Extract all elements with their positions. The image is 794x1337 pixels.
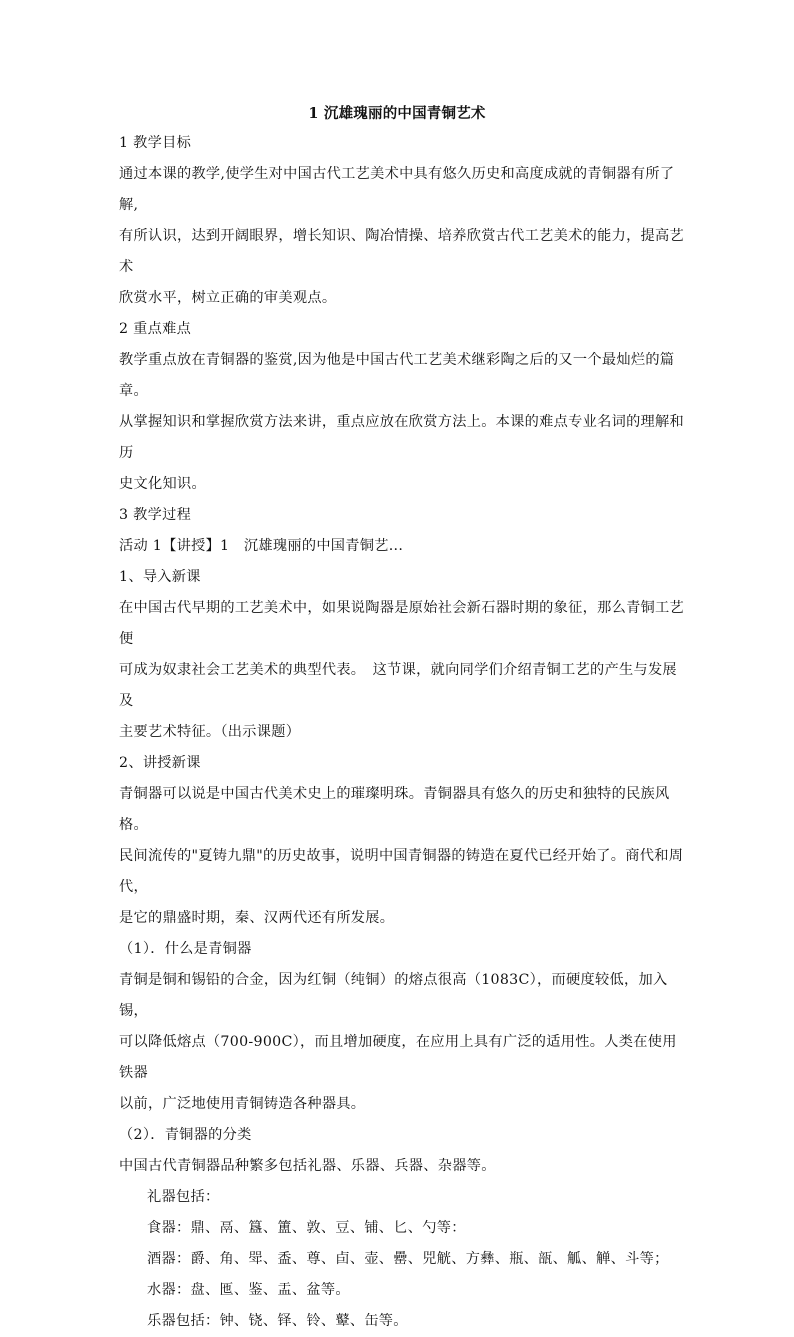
indented-list-line: 乐器包括：钟、铙、铎、铃、鼙、缶等。 bbox=[147, 1313, 408, 1329]
paragraph-line: 青铜器可以说是中国古代美术史上的璀璨明珠。青铜器具有悠久的历史和独特的民族风格。 bbox=[119, 786, 670, 833]
subsection-heading: （2）．青铜器的分类 bbox=[119, 1127, 252, 1143]
paragraph-line: 有所认识，达到开阔眼界，增长知识、陶冶情操、培养欣赏古代工艺美术的能力，提高艺术 bbox=[119, 228, 685, 275]
paragraph-line: 从掌握知识和掌握欣赏方法来讲，重点应放在欣赏方法上。本课的难点专业名词的理解和历 bbox=[119, 414, 685, 461]
page-title: 1 沉雄瑰丽的中国青铜艺术 bbox=[308, 105, 486, 122]
paragraph-line: 在中国古代早期的工艺美术中，如果说陶器是原始社会新石器时期的象征，那么青铜工艺便 bbox=[119, 600, 685, 647]
subsection-heading: 2、讲授新课 bbox=[119, 755, 201, 771]
subsection-heading: （1）．什么是青铜器 bbox=[119, 941, 252, 957]
paragraph-line: 教学重点放在青铜器的鉴赏,因为他是中国古代工艺美术继彩陶之后的又一个最灿烂的篇章。 bbox=[119, 352, 675, 399]
indented-list-line: 食器：鼎、鬲、簋、簠、敦、豆、铺、匕、勺等： bbox=[147, 1220, 466, 1236]
paragraph-line: 可成为奴隶社会工艺美术的典型代表。 这节课，就向同学们介绍青铜工艺的产生与发展及 bbox=[119, 662, 677, 709]
paragraph-line: 民间流传的"夏铸九鼎"的历史故事，说明中国青铜器的铸造在夏代已经开始了。商代和周代， bbox=[119, 848, 684, 895]
document-body bbox=[119, 128, 689, 1337]
paragraph-line: 青铜是铜和锡铅的合金，因为红铜（纯铜）的熔点很高（1083C），而硬度较低，加入锡， bbox=[119, 972, 668, 1019]
paragraph-line: 以前，广泛地使用青铜铸造各种器具。 bbox=[119, 1096, 366, 1112]
paragraph-line: 通过本课的教学,使学生对中国古代工艺美术中具有悠久历史和高度成就的青铜器有所了解, bbox=[119, 166, 675, 213]
paragraph-line: 欣赏水平，树立正确的审美观点。 bbox=[119, 290, 337, 306]
paragraph-line: 是它的鼎盛时期，秦、汉两代还有所发展。 bbox=[119, 910, 395, 926]
paragraph-line: 中国古代青铜器品种繁多包括礼器、乐器、兵器、杂器等。 bbox=[119, 1158, 496, 1174]
paragraph-line: 史文化知识。 bbox=[119, 476, 206, 492]
section-heading: 1 教学目标 bbox=[119, 135, 192, 151]
subsection-heading: 1、导入新课 bbox=[119, 569, 201, 585]
paragraph-line: 可以降低熔点（700-900C），而且增加硬度，在应用上具有广泛的适用性。人类在使用铁器 bbox=[119, 1034, 677, 1081]
indented-list-line: 酒器：爵、角、斝、盉、尊、卣、壶、罍、兕觥、方彝、瓶、瓿、觚、觯、斗等； bbox=[147, 1251, 669, 1267]
section-heading: 3 教学过程 bbox=[119, 507, 192, 523]
indented-heading: 礼器包括： bbox=[147, 1189, 220, 1205]
paragraph-line: 主要艺术特征。（出示课题） bbox=[119, 724, 301, 740]
indented-list-line: 水器：盘、匜、鉴、盂、盆等。 bbox=[147, 1282, 350, 1298]
activity-heading: 活动 1【讲授】1 沉雄瑰丽的中国青铜艺... bbox=[119, 538, 404, 554]
section-heading: 2 重点难点 bbox=[119, 321, 192, 337]
